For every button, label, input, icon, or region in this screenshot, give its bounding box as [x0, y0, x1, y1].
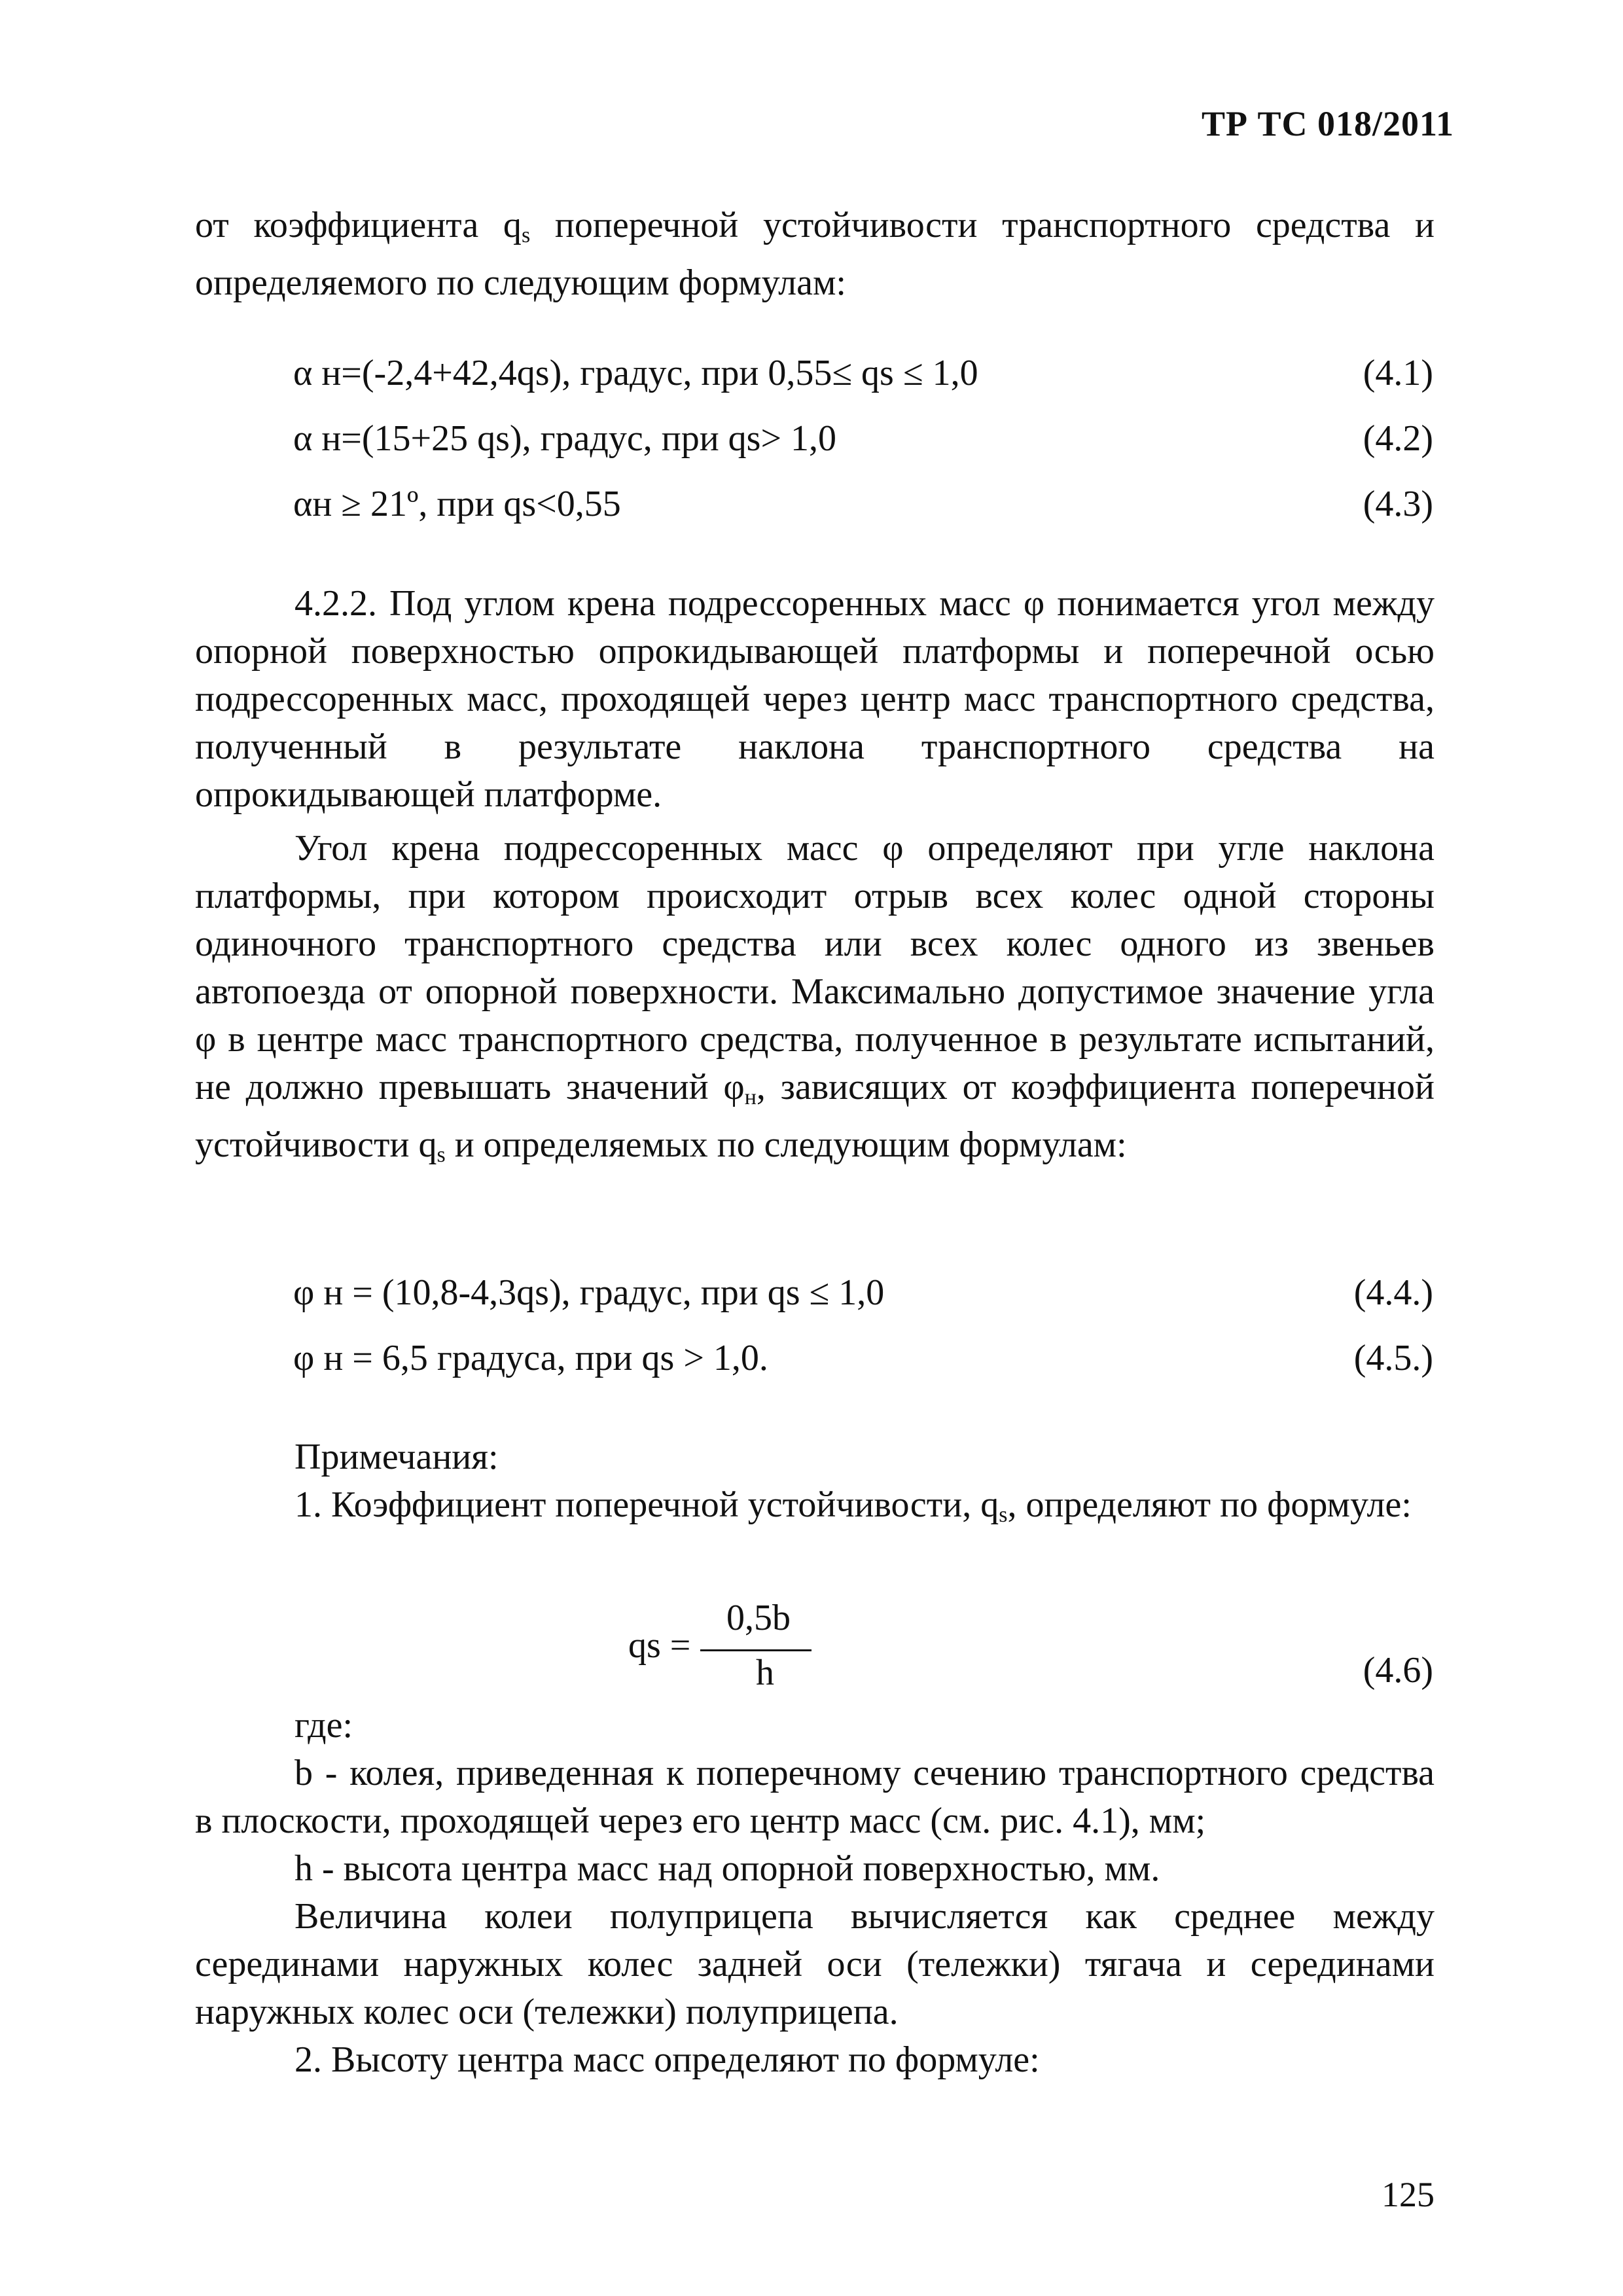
fraction-bar: [700, 1649, 812, 1651]
intro-text-1: от коэффициента q: [195, 205, 522, 245]
formula-number: (4.4.): [1353, 1272, 1433, 1313]
fraction-denominator: h: [756, 1653, 774, 1693]
formula-number: (4.1): [1363, 353, 1433, 393]
fraction-numerator: 0,5b: [726, 1598, 791, 1638]
formula-4-6: [628, 1597, 844, 1708]
intro-subscript: s: [521, 223, 531, 247]
formula-4-2: [293, 412, 1433, 465]
note-2: 2. Высоту центра масс определяют по формуле:: [294, 2039, 1040, 2080]
document-code-header: ТР ТС 018/2011: [1201, 104, 1454, 143]
formula-number: (4.3): [1363, 484, 1433, 524]
roll-text-3: и определяемых по следующим формулам:: [445, 1124, 1127, 1165]
roll-subscript-2: s: [437, 1143, 446, 1167]
roll-text-2: , зависящих от коэффициента поперечной устойчивости q: [195, 1067, 1435, 1165]
paragraph-4-2-2: 4.2.2. Под углом крена подрессоренных масс φ понимается угол между опорной поверхностью опрокидывающей платформы и поперечной осью подрессоренных масс, проходящей через центр масс транспортного средства, полученный в результате наклона транспортного средства на опрокидывающей платформе.: [195, 583, 1435, 815]
intro-paragraph: [195, 202, 1435, 307]
formula-4-3: [293, 478, 1433, 530]
note-1-text-b: , определяют по формуле:: [1007, 1484, 1412, 1525]
page-number: 125: [1382, 2175, 1435, 2214]
formula-number-4-6: (4.6): [1363, 1650, 1433, 1691]
roll-text-1: Угол крена подрессоренных масс φ определяют при угле наклона платформы, при котором происходит отрыв всех колес одной стороны одиночного транспортного средства или всех колес одного из звеньев автопоезда от опорной поверхности. Максимально допустимое значение угла φ в центре масс транспортного средства, полученное в результате испытаний, не должно превышать значений φ: [195, 828, 1435, 1107]
paragraph-roll-angle: [195, 825, 1435, 1179]
formula-4-1: [293, 347, 1433, 399]
note-1-subscript: s: [999, 1503, 1008, 1527]
fraction-lhs: qs =: [628, 1625, 691, 1666]
formula-4-5: [293, 1332, 1433, 1384]
formula-expression: αн ≥ 21º, при qs<0,55: [293, 484, 621, 524]
formula-expression: α н=(15+25 qs), градус, при qs> 1,0: [293, 418, 837, 459]
roll-subscript-1: н: [744, 1085, 757, 1109]
formula-number: (4.2): [1363, 418, 1433, 459]
formula-4-4: [293, 1266, 1433, 1319]
definition-b: b - колея, приведенная к поперечному сечению транспортного средства в плоскости, проходящей через его центр масс (см. рис. 4.1), мм;: [195, 1753, 1435, 1841]
formula-expression: φ н = (10,8-4,3qs), градус, при qs ≤ 1,0: [293, 1272, 885, 1313]
notes-title: Примечания:: [294, 1437, 499, 1477]
intro-text-2: поперечной устойчивости транспортного средства и определяемого по следующим формулам:: [195, 205, 1435, 303]
note-1: [195, 1481, 1435, 1539]
formula-number: (4.5.): [1353, 1338, 1433, 1378]
where-label: где:: [294, 1705, 353, 1746]
definition-h: h - высота центра масс над опорной поверхностью, мм.: [294, 1848, 1160, 1889]
formula-expression: α н=(-2,4+42,4qs), градус, при 0,55≤ qs ≤ 1,0: [293, 353, 978, 393]
formula-expression: φ н = 6,5 градуса, при qs > 1,0.: [293, 1338, 768, 1378]
note-1-text-a: 1. Коэффициент поперечной устойчивости, q: [294, 1484, 999, 1525]
paragraph-track: Величина колеи полуприцепа вычисляется как среднее между серединами наружных колес задней оси (тележки) тягача и серединами наружных колес оси (тележки) полуприцепа.: [195, 1896, 1435, 2032]
